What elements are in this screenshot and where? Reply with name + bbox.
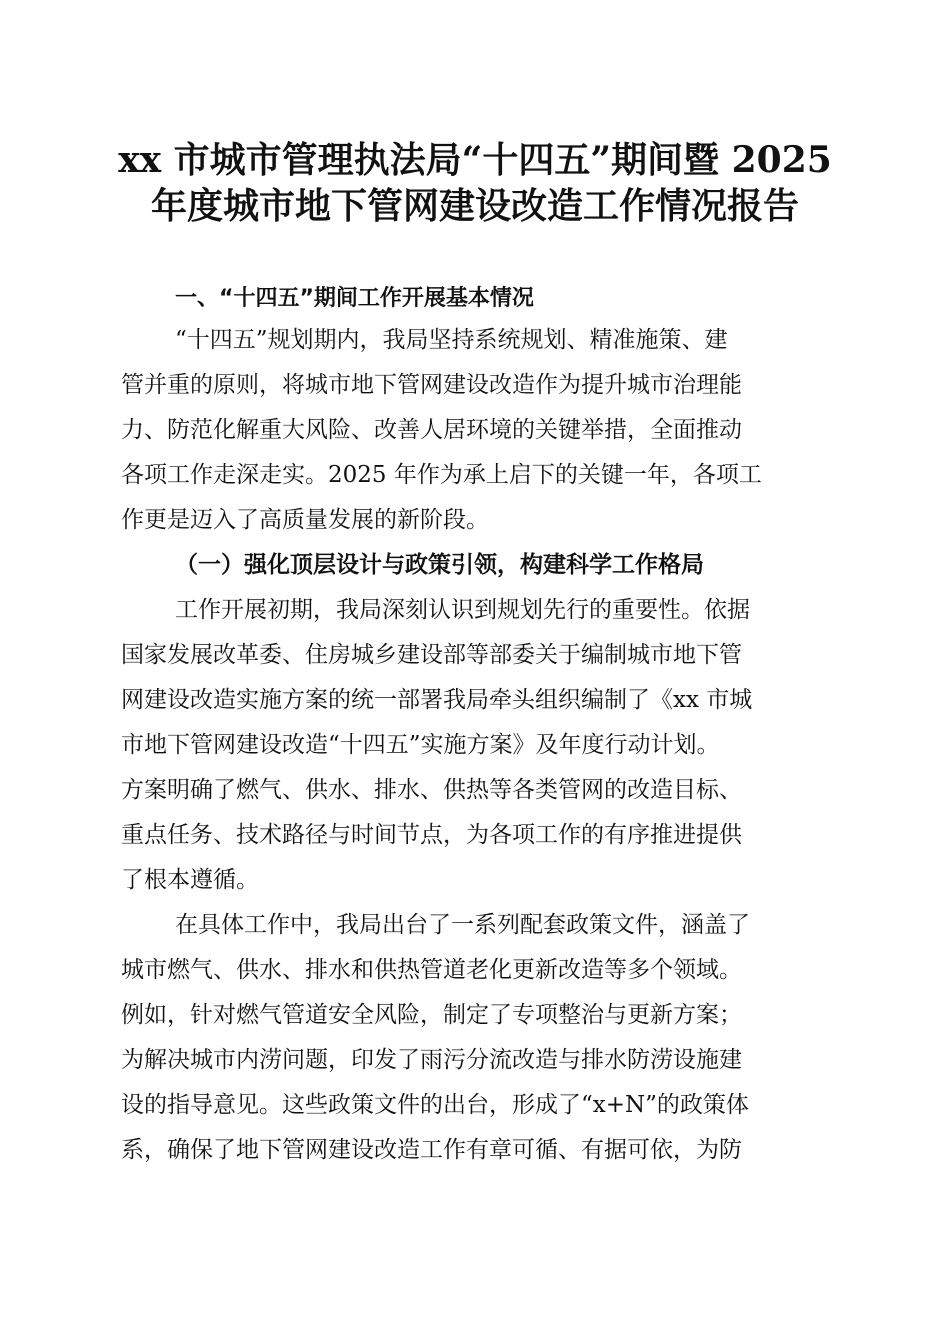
paragraph-3-line: 设的指导意见。这些政策文件的出台，形成了“x+N”的政策体 [121,1092,749,1118]
paragraph-3-line: 例如，针对燃气管道安全风险，制定了专项整治与更新方案； [121,1002,742,1028]
paragraph-1-line: 作更是迈入了高质量发展的新阶段。 [121,507,489,533]
paragraph-3-line: 城市燃气、供水、排水和供热管道老化更新改造等多个领域。 [121,957,742,983]
paragraph-2-line: 方案明确了燃气、供水、排水、供热等各类管网的改造目标、 [121,777,742,803]
paragraph-3-line: 在具体工作中，我局出台了一系列配套政策文件，涵盖了 [175,912,750,938]
paragraph-2-line: 了根本遵循。 [121,867,259,893]
section-heading: 一、“十四五”期间工作开展基本情况 [175,286,534,311]
paragraph-2-line: 重点任务、技术路径与时间节点，为各项工作的有序推进提供 [121,822,742,848]
paragraph-2-line: 市地下管网建设改造“十四五”实施方案》及年度行动计划。 [121,732,720,758]
paragraph-2-line: 网建设改造实施方案的统一部署我局牵头组织编制了《xx 市城 [121,687,753,713]
paragraph-2-line: 国家发展改革委、住房城乡建设部等部委关于编制城市地下管 [121,642,742,668]
paragraph-1-line: “十四五”规划期内，我局坚持系统规划、精准施策、建 [175,327,728,353]
subsection-heading: （一）强化顶层设计与政策引领，构建科学工作格局 [175,551,704,578]
paragraph-3-line: 为解决城市内涝问题，印发了雨污分流改造与排水防涝设施建 [121,1047,742,1073]
paragraph-1-line: 各项工作走深走实。2025 年作为承上启下的关键一年，各项工 [121,462,762,488]
paragraph-3-line: 系，确保了地下管网建设改造工作有章可循、有据可依，为防 [121,1137,742,1163]
document-title-line-2: 年度城市地下管网建设改造工作情况报告 [150,185,799,227]
paragraph-1-line: 力、防范化解重大风险、改善人居环境的关键举措，全面推动 [121,417,742,443]
paragraph-1-line: 管并重的原则，将城市地下管网建设改造作为提升城市治理能 [121,372,742,398]
paragraph-2-line: 工作开展初期，我局深刻认识到规划先行的重要性。依据 [175,597,750,623]
document-title-line-1: xx 市城市管理执法局“十四五”期间暨 2025 [118,139,832,181]
